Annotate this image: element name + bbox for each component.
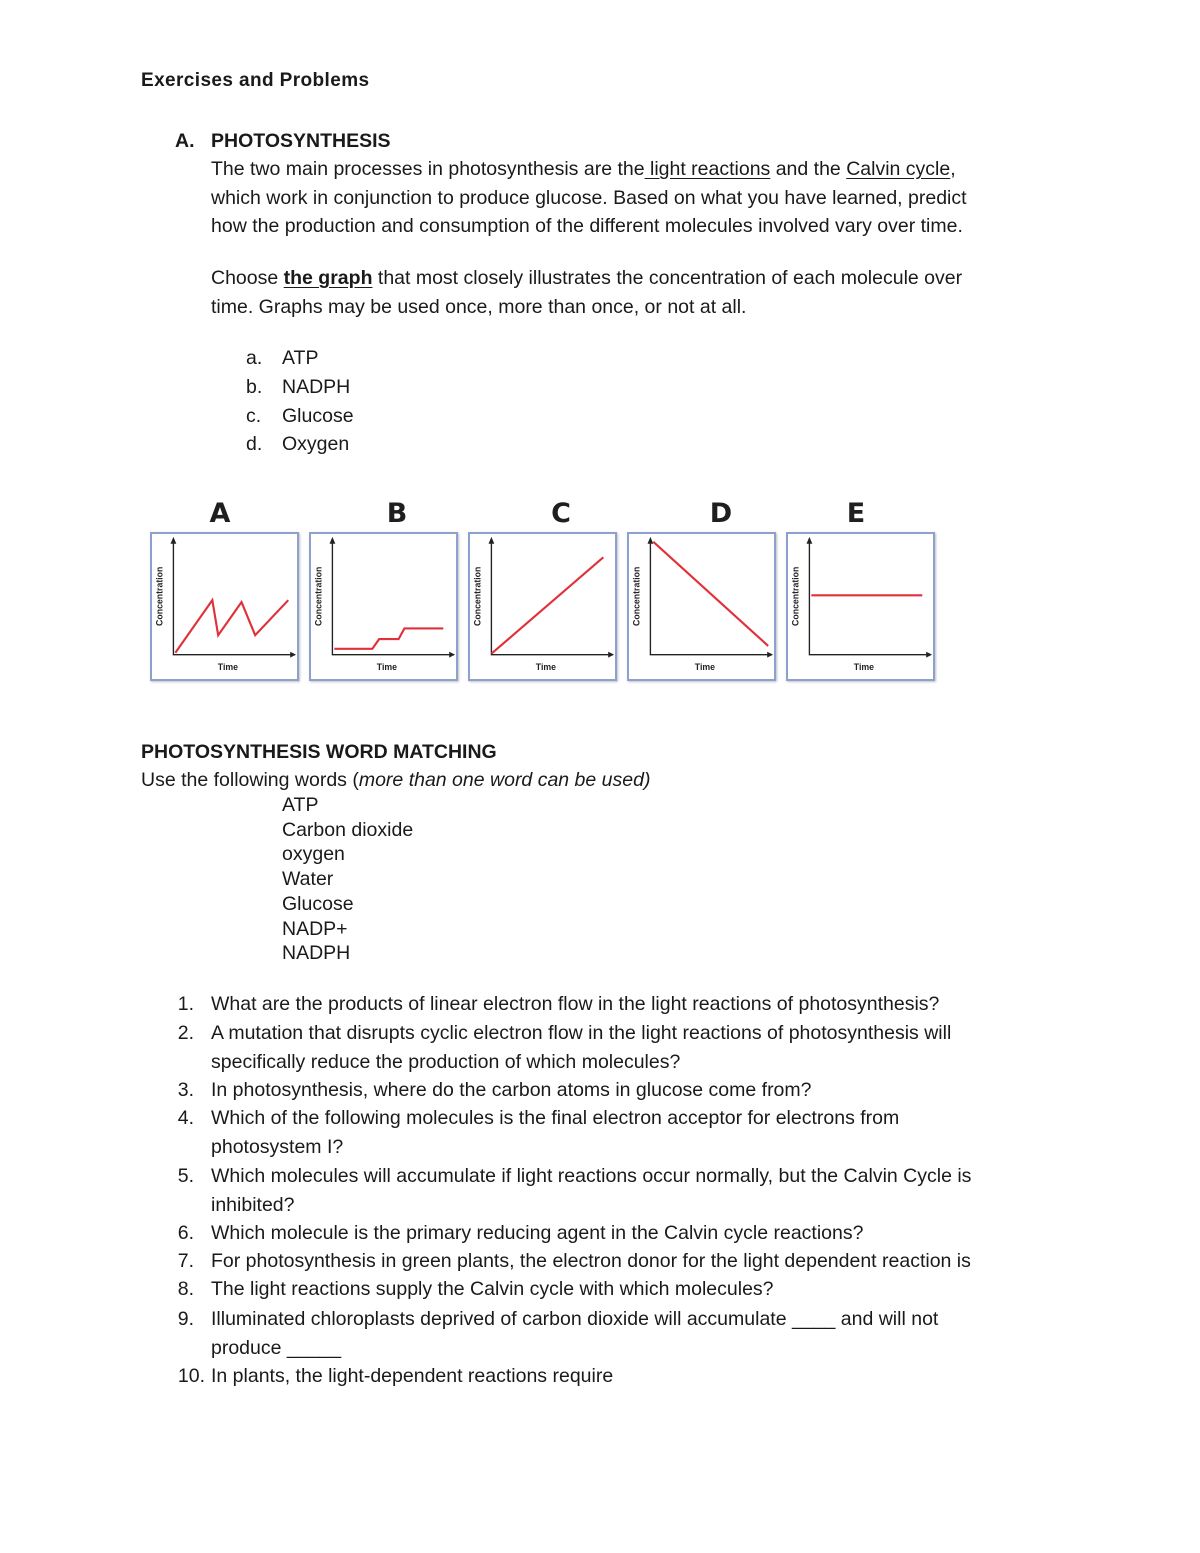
question-text: specifically reduce the production of which molecules? xyxy=(211,1050,681,1073)
question-text: In photosynthesis, where do the carbon atoms in glucose come from? xyxy=(211,1079,812,1101)
question-text: Which of the following molecules is the final electron acceptor for electrons from xyxy=(211,1107,900,1129)
question-number: 2. xyxy=(177,1022,194,1044)
graph-panel-c[interactable] xyxy=(468,532,617,681)
graph-svg xyxy=(152,534,297,679)
word-option: oxygen xyxy=(282,843,345,866)
molecule-marker: c. xyxy=(246,405,262,427)
question-number: 5. xyxy=(177,1165,194,1187)
question-number: 9. xyxy=(177,1308,194,1330)
question-number: 10. xyxy=(177,1365,205,1387)
light-reactions-term: light reactions xyxy=(644,158,771,180)
graph-axes xyxy=(173,540,295,655)
word-option: Glucose xyxy=(282,892,354,915)
graph-svg xyxy=(788,534,933,679)
question-text: produce _____ xyxy=(211,1336,342,1359)
concentration-curve xyxy=(491,557,603,653)
graph-panel-b[interactable] xyxy=(309,532,458,681)
question-text: In plants, the light-dependent reactions require xyxy=(211,1365,614,1387)
y-axis-arrow xyxy=(806,537,812,544)
question-text: Which molecules will accumulate if light reactions occur normally, but the Calvin Cycle is xyxy=(211,1165,972,1187)
x-axis-arrow xyxy=(608,652,614,658)
y-axis-arrow xyxy=(329,537,335,544)
question-text: For photosynthesis in green plants, the electron donor for the light dependent reaction is xyxy=(211,1250,971,1272)
instruction-italic: more than one word can be used) xyxy=(358,769,651,791)
graph-panel-e[interactable] xyxy=(786,532,935,681)
graph-svg xyxy=(470,534,615,679)
graph-svg xyxy=(311,534,456,679)
question-number: 6. xyxy=(177,1222,194,1244)
molecule-label: ATP xyxy=(282,347,319,369)
y-axis-arrow xyxy=(647,537,653,544)
instruction-text: Use the following words ( xyxy=(141,769,359,791)
graph-label-d: D xyxy=(709,498,733,529)
intro-line-2: which work in conjunction to produce glucose. Based on what you have learned, predict xyxy=(211,187,967,209)
question-text: The light reactions supply the Calvin cycle with which molecules? xyxy=(211,1278,774,1300)
graph-ylabel: Concentration xyxy=(631,566,642,626)
graph-ylabel: Concentration xyxy=(313,566,324,626)
choose-text: Choose xyxy=(211,267,284,289)
intro-text: The two main processes in photosynthesis are the xyxy=(211,158,645,180)
graph-axes xyxy=(332,540,454,655)
intro-text: and the xyxy=(770,158,847,180)
graph-xlabel: Time xyxy=(853,662,875,673)
graph-panel-d[interactable] xyxy=(627,532,776,681)
graph-label-a: A xyxy=(209,498,231,529)
intro-line-1 xyxy=(211,155,956,184)
question-number: 7. xyxy=(177,1250,194,1272)
word-option: Water xyxy=(282,868,334,891)
choose-line-2: time. Graphs may be used once, more than once, or not at all. xyxy=(211,296,747,318)
graph-label-e: E xyxy=(846,498,866,529)
x-axis-arrow xyxy=(926,652,932,658)
word-option: Carbon dioxide xyxy=(282,818,414,841)
graph-ylabel: Concentration xyxy=(472,566,483,626)
graph-xlabel: Time xyxy=(694,662,716,673)
x-axis-arrow xyxy=(767,652,773,658)
graph-xlabel: Time xyxy=(376,662,398,673)
x-axis-arrow xyxy=(449,652,455,658)
graph-svg xyxy=(629,534,774,679)
molecule-label: Oxygen xyxy=(282,433,350,455)
question-number: 4. xyxy=(177,1107,194,1129)
word-option: ATP xyxy=(282,794,319,816)
concentration-curve xyxy=(175,600,288,653)
x-axis-arrow xyxy=(290,652,296,658)
question-text: Illuminated chloroplasts deprived of carbon dioxide will accumulate ____ and will not xyxy=(211,1308,939,1330)
intro-text: , xyxy=(950,158,956,180)
choose-line-1 xyxy=(211,264,962,293)
molecule-marker: d. xyxy=(246,433,263,455)
graph-label-b: B xyxy=(386,498,408,529)
question-number: 1. xyxy=(177,993,194,1015)
the-graph-emphasis: the graph xyxy=(283,267,373,289)
question-text: Which molecule is the primary reducing agent in the Calvin cycle reactions? xyxy=(211,1222,864,1244)
word-option: NADPH xyxy=(282,942,351,965)
word-matching-instruction xyxy=(141,766,650,795)
question-text: inhibited? xyxy=(211,1193,295,1216)
molecule-label: NADPH xyxy=(282,376,351,398)
page-heading: Exercises and Problems xyxy=(141,70,370,91)
y-axis-arrow xyxy=(488,537,494,544)
graph-ylabel: Concentration xyxy=(154,566,165,626)
question-number: 3. xyxy=(177,1079,194,1101)
section-a-title: PHOTOSYNTHESIS xyxy=(211,130,391,152)
concentration-curve xyxy=(653,542,768,646)
question-text: What are the products of linear electron flow in the light reactions of photosynthesis? xyxy=(211,993,940,1015)
word-matching-title: PHOTOSYNTHESIS WORD MATCHING xyxy=(141,741,497,763)
graph-xlabel: Time xyxy=(535,662,557,673)
graph-ylabel: Concentration xyxy=(790,566,801,626)
section-a-marker: A. xyxy=(175,130,195,152)
question-text: photosystem I? xyxy=(211,1135,344,1158)
molecule-marker: b. xyxy=(246,376,263,398)
question-text: A mutation that disrupts cyclic electron flow in the light reactions of photosynthesis will xyxy=(211,1022,952,1044)
graph-panel-a[interactable] xyxy=(150,532,299,681)
choose-text: that most closely illustrates the concentration of each molecule over xyxy=(372,267,963,289)
concentration-curve xyxy=(334,628,443,648)
graph-label-c: C xyxy=(551,498,571,529)
intro-line-3: how the production and consumption of the different molecules involved vary over time. xyxy=(211,215,963,237)
graph-axes xyxy=(809,540,931,655)
molecule-label: Glucose xyxy=(282,405,354,427)
word-option: NADP+ xyxy=(282,917,348,940)
graph-xlabel: Time xyxy=(217,662,239,673)
calvin-cycle-term: Calvin cycle xyxy=(846,158,951,180)
y-axis-arrow xyxy=(170,537,176,544)
question-number: 8. xyxy=(177,1278,194,1300)
molecule-marker: a. xyxy=(246,347,263,369)
